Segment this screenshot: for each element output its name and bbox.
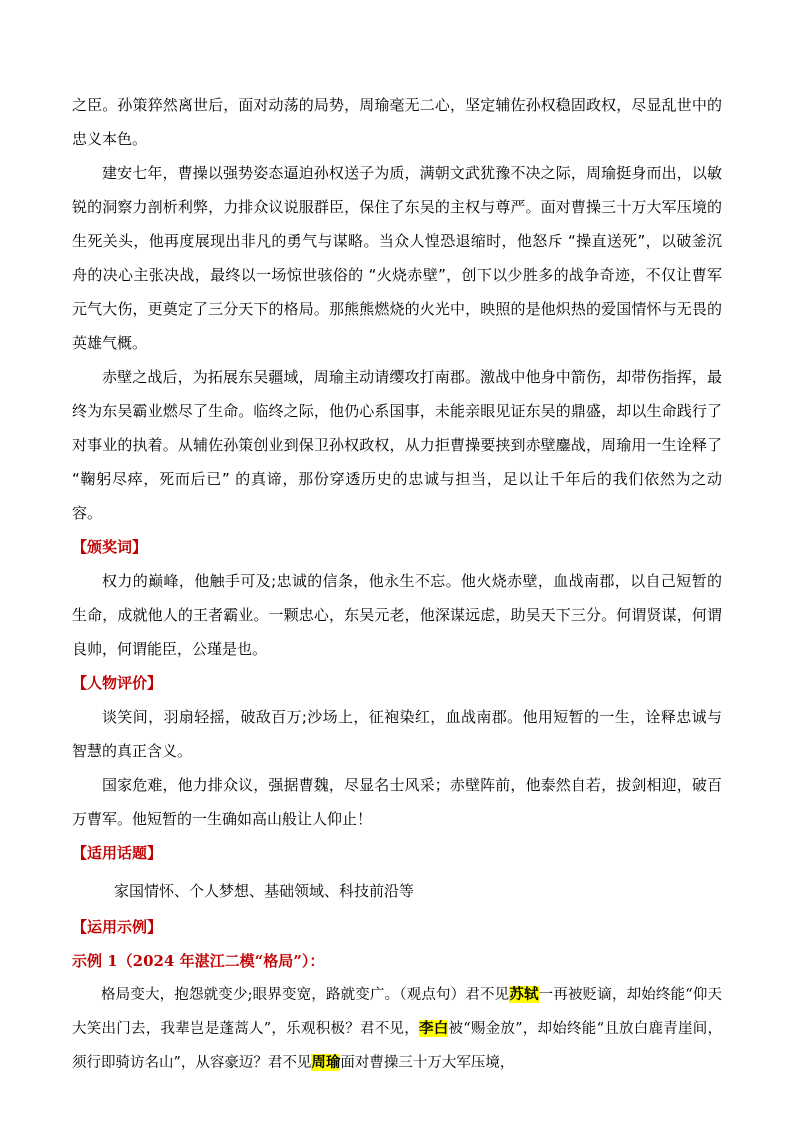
evaluation-paragraph-1: 谈笑间，羽扇轻摇，破敌百万;沙场上，征袍染红，血战南郡。他用短暂的一生，诠释忠诚与智慧的真正含义。 <box>72 708 722 760</box>
highlighted-name-su-shi: 苏轼 <box>509 986 539 1003</box>
example-1-segment: 被“赐金放”，却始终能“且放白鹿青崖间，须行即骑访名山”，从容豪迈？君不见 <box>72 1021 722 1071</box>
topics-heading: 【适用话题】 <box>72 844 163 862</box>
example-1-title: 示例 1（2024 年湛江二模“格局”）： <box>72 952 325 970</box>
example-1-segment: 面对曹操三十万大军压境， <box>340 1055 515 1071</box>
examples-heading: 【运用示例】 <box>72 918 163 936</box>
example-1-segment: 格局变大，抱怨就变少;眼界变宽，路就变广。（观点句）君不见 <box>101 987 510 1003</box>
praise-text: 权力的巅峰，他触手可及;忠诚的信条，他永生不忘。他火烧赤壁，血战南郡，以自己短暂的生命，成就他人的王者霸业。一颗忠心，东吴元老，他深谋远虑，助吴天下三分。何谓贤谋，何谓良帅，何谓能臣，公瑾是也。 <box>72 572 722 658</box>
evaluation-heading: 【人物评价】 <box>72 674 163 692</box>
highlighted-name-li-bai: 李白 <box>418 1020 449 1037</box>
evaluation-paragraph-2: 国家危难，他力排众议，强据曹魏，尽显名士风采；赤壁阵前，他泰然自若，拔剑相迎，破百万曹军。他短暂的一生确如高山般让人仰止！ <box>72 776 722 828</box>
highlighted-name-zhou-yu: 周瑜 <box>311 1054 341 1071</box>
intro-paragraph-1: 之臣。孙策猝然离世后，面对动荡的局势，周瑜毫无二心，坚定辅佐孙权稳固政权，尽显乱世中的忠义本色。 <box>72 96 722 148</box>
intro-paragraph-3: 赤壁之战后，为拓展东吴疆域，周瑜主动请缨攻打南郡。激战中他身中箭伤，却带伤指挥，最终为东吴霸业燃尽了生命。临终之际，他仍心系国事，未能亲眼见证东吴的鼎盛，却以生命践行了对事业的执着。从辅佐孙策创业到保卫孙权政权，从力拒曹操要挟到赤壁鏖战，周瑜用一生诠释了 “鞠躬尽瘁，死而后已” 的真谛，那份穿透历史的忠诚与担当，足以让千年后的我们依然为之动容。 <box>72 368 722 522</box>
praise-heading: 【颁奖词】 <box>72 538 148 556</box>
example-1-segment: 一再被贬谪，却始终能“仰天大笑出门去，我辈岂是蓬蒿人”，乐观积极？君不见， <box>72 987 722 1037</box>
intro-paragraph-2: 建安七年，曹操以强势姿态逼迫孙权送子为质，满朝文武犹豫不决之际，周瑜挺身而出，以敏锐的洞察力剖析利弊，力排众议说服群臣，保住了东吴的主权与尊严。面对曹操三十万大军压境的生死关头，他再度展现出非凡的勇气与谋略。当众人惶恐退缩时，他怒斥 “操直送死”，以破釜沉舟的决心主张决战，最终以一场惊世骇俗的 “火烧赤壁”，创下以少胜多的战争奇迹，不仅让曹军元气大伤，更奠定了三分天下的格局。那熊熊燃烧的火光中，映照的是他炽热的爱国情怀与无畏的英雄气概。 <box>72 164 722 352</box>
topics-text: 家国情怀、个人梦想、基础领域、科技前沿等 <box>114 882 415 900</box>
example-1-text <box>72 978 722 1080</box>
document-body <box>72 88 722 1080</box>
